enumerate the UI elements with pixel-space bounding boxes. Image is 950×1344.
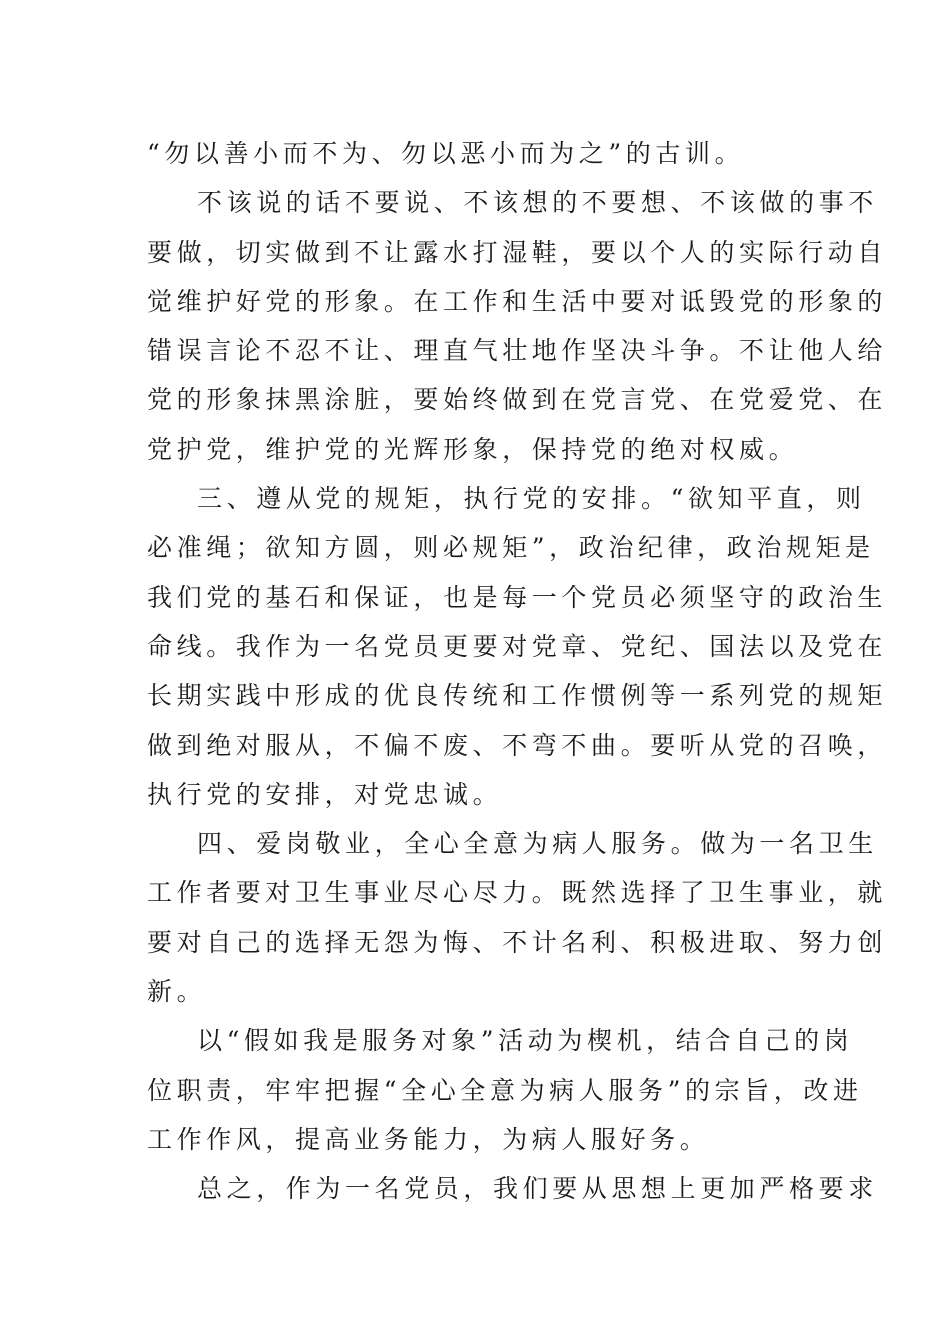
- text-line: 长期实践中形成的优良传统和工作惯例等一系列党的规矩: [147, 681, 888, 711]
- text-line: 命线。我作为一名党员更要对党章、党纪、国法以及党在: [147, 631, 888, 661]
- document-body: [147, 129, 888, 1214]
- text-line: 党护党，维护党的光辉形象，保持党的绝对权威。: [147, 434, 799, 464]
- text-line: 觉维护好党的形象。在工作和生活中要对诋毁党的形象的: [147, 286, 888, 316]
- text-line: 总之，作为一名党员，我们要从思想上更加严格要求: [197, 1174, 878, 1204]
- text-line: 三、遵从党的规矩，执行党的安排。“欲知平直，则: [197, 484, 866, 514]
- text-line: 要做，切实做到不让露水打湿鞋，要以个人的实际行动自: [147, 237, 888, 267]
- text-line: 以“假如我是服务对象”活动为楔机，结合自己的岗: [197, 1026, 854, 1056]
- text-line: 错误言论不忍不让、理直气壮地作坚决斗争。不让他人给: [147, 336, 888, 366]
- text-line: 四、爱岗敬业，全心全意为病人服务。做为一名卫生: [197, 829, 878, 859]
- text-line: 不该说的话不要说、不该想的不要想、不该做的事不: [197, 188, 878, 218]
- text-line: 我们党的基石和保证，也是每一个党员必须坚守的政治生: [147, 582, 888, 612]
- text-line: 要对自己的选择无怨为悔、不计名利、积极进取、努力创: [147, 927, 888, 957]
- text-line: 执行党的安排，对党忠诚。: [147, 779, 503, 809]
- text-line: 位职责，牢牢把握“全心全意为病人服务”的宗旨，改进: [147, 1075, 863, 1105]
- text-line: 工作者要对卫生事业尽心尽力。既然选择了卫生事业，就: [147, 878, 888, 908]
- text-line: 新。: [147, 977, 207, 1007]
- text-line: “勿以善小而不为、勿以恶小而为之”的古训。: [147, 139, 745, 168]
- text-line: 党的形象抹黑涂脏，要始终做到在党言党、在党爱党、在: [147, 385, 888, 415]
- text-line: 工作作风，提高业务能力，为病人服好务。: [147, 1124, 710, 1154]
- text-line: 必准绳；欲知方圆，则必规矩”，政治纪律，政治规矩是: [147, 533, 875, 563]
- text-line: 做到绝对服从，不偏不废、不弯不曲。要听从党的召唤，: [147, 730, 888, 760]
